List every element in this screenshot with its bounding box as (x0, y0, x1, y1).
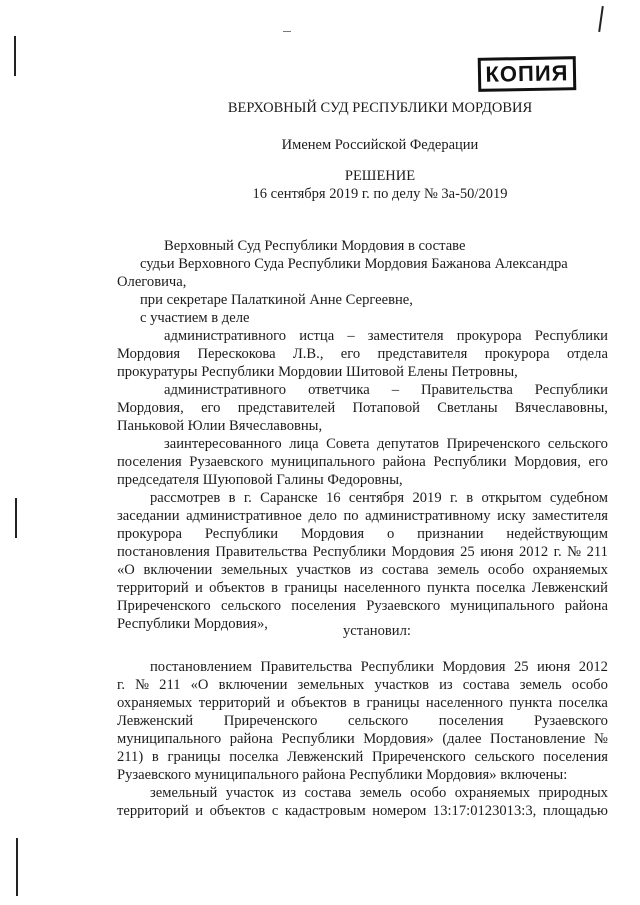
word: 25 (460, 544, 475, 560)
participant-line: председателя Шуюповой Галины Федоровны, (117, 472, 403, 488)
word: пункта (509, 695, 553, 711)
word: г. (117, 677, 125, 693)
body-line (117, 712, 608, 730)
word: сельского (547, 436, 608, 452)
word: 25 (513, 659, 529, 675)
considered-line: Республики Мордовия», (117, 616, 268, 632)
word: прокурора (117, 526, 182, 542)
word: Приреченского (223, 713, 318, 729)
word: населенного (425, 695, 503, 711)
scan-margin-mark (15, 498, 17, 538)
word: по (343, 508, 359, 524)
word: пункта (427, 580, 470, 596)
word: административное (186, 508, 302, 524)
word: заместителя (367, 328, 444, 344)
word: охраняемых (117, 695, 193, 711)
word: Мордовия (442, 659, 506, 675)
court-name: ВЕРХОВНЫЙ СУД РЕСПУБЛИКИ МОРДОВИЯ (227, 100, 533, 116)
word: Потаповой (352, 400, 420, 416)
word: недействующим (506, 526, 608, 542)
word: объектов (209, 580, 265, 596)
word: участков (296, 562, 351, 578)
word: представителя (377, 346, 468, 362)
word: особо (410, 785, 447, 801)
word: административного (164, 328, 287, 344)
word: 16 (325, 490, 341, 506)
participant-line (164, 327, 608, 345)
word: Левженский (287, 749, 364, 765)
word: охраняемых (532, 562, 608, 578)
word: в (466, 490, 474, 506)
established-heading: установил: (343, 623, 411, 639)
word: населенного (343, 580, 421, 596)
word: и (276, 695, 285, 711)
word: № (593, 731, 608, 747)
intro-line: судьи Верховного Суда Республики Мордовия Бажанова Александра (140, 256, 568, 272)
word: Приреченского (446, 436, 541, 452)
scan-margin-mark (14, 36, 16, 76)
word: поселка (558, 695, 608, 711)
word: представителей (237, 400, 336, 416)
body-line: Рузаевского муниципального района Республики Мордовия» включены: (117, 767, 568, 783)
word: состава (381, 562, 429, 578)
word: Мордовия (117, 346, 181, 362)
word: его (588, 454, 608, 470)
word: июня (480, 544, 514, 560)
word: 211 (159, 677, 181, 693)
word: Рузаевского (366, 598, 441, 614)
document-type: РЕШЕНИЕ (344, 168, 416, 184)
word: земель (359, 785, 402, 801)
word: отдела (566, 346, 608, 362)
body-line (150, 784, 608, 802)
word: Республики (312, 544, 386, 560)
word: района (382, 454, 426, 470)
word: особо (487, 562, 524, 578)
word: муниципального (450, 598, 555, 614)
word: Мордовия, (117, 400, 184, 416)
word: Республики (281, 731, 355, 747)
word: судебном (549, 490, 608, 506)
word: поселения (543, 749, 608, 765)
word: Мордовия (391, 544, 455, 560)
word: 2012 (578, 659, 608, 675)
word: Левженский (117, 713, 194, 729)
word: из (282, 785, 296, 801)
word: участок (225, 785, 274, 801)
word: территорий (117, 580, 189, 596)
word: района (229, 731, 273, 747)
word: Приреченского (117, 598, 211, 614)
word: поселения (117, 454, 182, 470)
word: в (353, 695, 361, 711)
participant-line (117, 453, 608, 471)
considered-line (117, 507, 608, 525)
word: заместителя (532, 508, 608, 524)
word: № (567, 544, 582, 560)
word: границы (284, 580, 338, 596)
word: муниципального (270, 454, 375, 470)
word: постановления (117, 544, 210, 560)
word: территорий (198, 695, 271, 711)
copy-stamp: КОПИЯ (478, 56, 577, 92)
word: и (195, 580, 203, 596)
word: – (347, 328, 355, 344)
word: из (439, 677, 453, 693)
word: административному (365, 508, 491, 524)
word: в (271, 580, 279, 596)
word: его (201, 400, 221, 416)
word: 211) (117, 749, 144, 765)
participant-line (164, 435, 608, 453)
word: площадью (542, 803, 608, 819)
word: депутатов (377, 436, 440, 452)
word: Мордовия (300, 526, 365, 542)
word: участков (374, 677, 429, 693)
word: включении (218, 677, 288, 693)
word: земель (519, 677, 562, 693)
body-line (117, 730, 608, 748)
scan-dot (283, 31, 291, 32)
word: поселения (291, 598, 356, 614)
word: земельных (297, 677, 365, 693)
word: Мордовия, (514, 454, 581, 470)
participant-line: Паньковой Юлии Вячеславовны, (117, 418, 323, 434)
word: включении (143, 562, 213, 578)
word: охраняемых (454, 785, 531, 801)
word: г. (449, 490, 458, 506)
word: г. (243, 490, 252, 506)
word: состава (304, 785, 352, 801)
word: заинтересованного (164, 436, 282, 452)
word: Республики (433, 454, 507, 470)
considered-line (117, 579, 608, 597)
body-line (117, 802, 608, 820)
word: 2012 (518, 544, 549, 560)
considered-line (117, 561, 608, 579)
word: сельского (348, 713, 409, 729)
participant-line: прокуратуры Республики Мордовии Шитовой Елены Петровны, (117, 364, 518, 380)
considered-line (117, 543, 608, 561)
word: района (564, 598, 608, 614)
word: прокурора (456, 328, 522, 344)
word: рассмотрев (150, 490, 221, 506)
word: административного (164, 382, 287, 398)
word: природных (538, 785, 608, 801)
scan-margin-mark (16, 838, 18, 896)
word: 2019 (412, 490, 442, 506)
considered-line (150, 489, 608, 507)
word: 13:17:0123013:3, (432, 803, 537, 819)
word: особо (571, 677, 608, 693)
word: Мордовия» (363, 731, 434, 747)
word: Левженский (531, 580, 608, 596)
word: Республики (360, 659, 434, 675)
body-line (117, 748, 608, 766)
word: лица (289, 436, 319, 452)
word: сельского (220, 598, 282, 614)
word: – (391, 382, 399, 398)
word: Правительства (215, 544, 308, 560)
word: Республики (534, 328, 608, 344)
word: Правительства (260, 659, 353, 675)
word: в (151, 749, 159, 765)
word: Саранске (260, 490, 318, 506)
word: признании (417, 526, 484, 542)
word: г. (553, 544, 562, 560)
intro-line: с участием в деле (140, 310, 250, 326)
word: Вячеславовны, (514, 400, 608, 416)
word: заседании (117, 508, 180, 524)
word: истца (299, 328, 335, 344)
word: июня (537, 659, 571, 675)
considered-line (117, 525, 608, 543)
participant-line (117, 345, 608, 363)
body-line (117, 676, 608, 694)
word: открытом (481, 490, 542, 506)
word: «О (190, 677, 209, 693)
word: номером (372, 803, 427, 819)
word: и (195, 803, 204, 819)
word: прокурора (484, 346, 550, 362)
intro-line: Верховный Суд Республики Мордовия в составе (164, 238, 466, 254)
word: земельный (150, 785, 218, 801)
word: Республики (534, 382, 608, 398)
participant-line (117, 399, 608, 417)
word: 211 (586, 544, 608, 560)
word: иску (497, 508, 526, 524)
word: дело (308, 508, 337, 524)
word: о (386, 526, 395, 542)
word: сентября (348, 490, 405, 506)
word: Л.В., (292, 346, 324, 362)
intro-line: Олеговича, (117, 274, 187, 290)
word: кадастровым (284, 803, 366, 819)
participant-line (164, 381, 608, 399)
word: «О (117, 562, 135, 578)
word: границы (366, 695, 420, 711)
word: границы (167, 749, 221, 765)
word: Рузаевского (189, 454, 264, 470)
word: постановлением (150, 659, 252, 675)
word: Светланы (437, 400, 498, 416)
word: Совета (326, 436, 370, 452)
word: сельского (474, 749, 535, 765)
word: объектов (291, 695, 347, 711)
in-name-line: Именем Российской Федерации (281, 137, 479, 153)
word: (далее (442, 731, 482, 747)
word: поселения (438, 713, 504, 729)
scan-corner-mark (598, 6, 604, 32)
word: состава (462, 677, 510, 693)
word: Приреченского (372, 749, 466, 765)
word: № (135, 677, 150, 693)
word: земель (437, 562, 480, 578)
body-line (150, 658, 608, 676)
word: муниципального (117, 731, 222, 747)
date-and-case: 16 сентября 2019 г. по делу № 3а-50/2019 (252, 186, 508, 202)
word: поселка (476, 580, 526, 596)
word: его (340, 346, 361, 362)
word: ответчика (308, 382, 370, 398)
word: объектов (209, 803, 266, 819)
intro-line: при секретаре Палаткиной Анне Сергеевне, (140, 292, 413, 308)
word: поселка (229, 749, 279, 765)
word: Постановление (490, 731, 586, 747)
word: Перескокова (197, 346, 276, 362)
word: Рузаевского (534, 713, 608, 729)
word: из (359, 562, 374, 578)
word: в (228, 490, 236, 506)
word: земельных (220, 562, 288, 578)
word: Правительства (420, 382, 513, 398)
considered-line (117, 597, 608, 615)
body-line (117, 694, 608, 712)
word: Республики (204, 526, 279, 542)
word: территорий (117, 803, 189, 819)
word: с (271, 803, 279, 819)
